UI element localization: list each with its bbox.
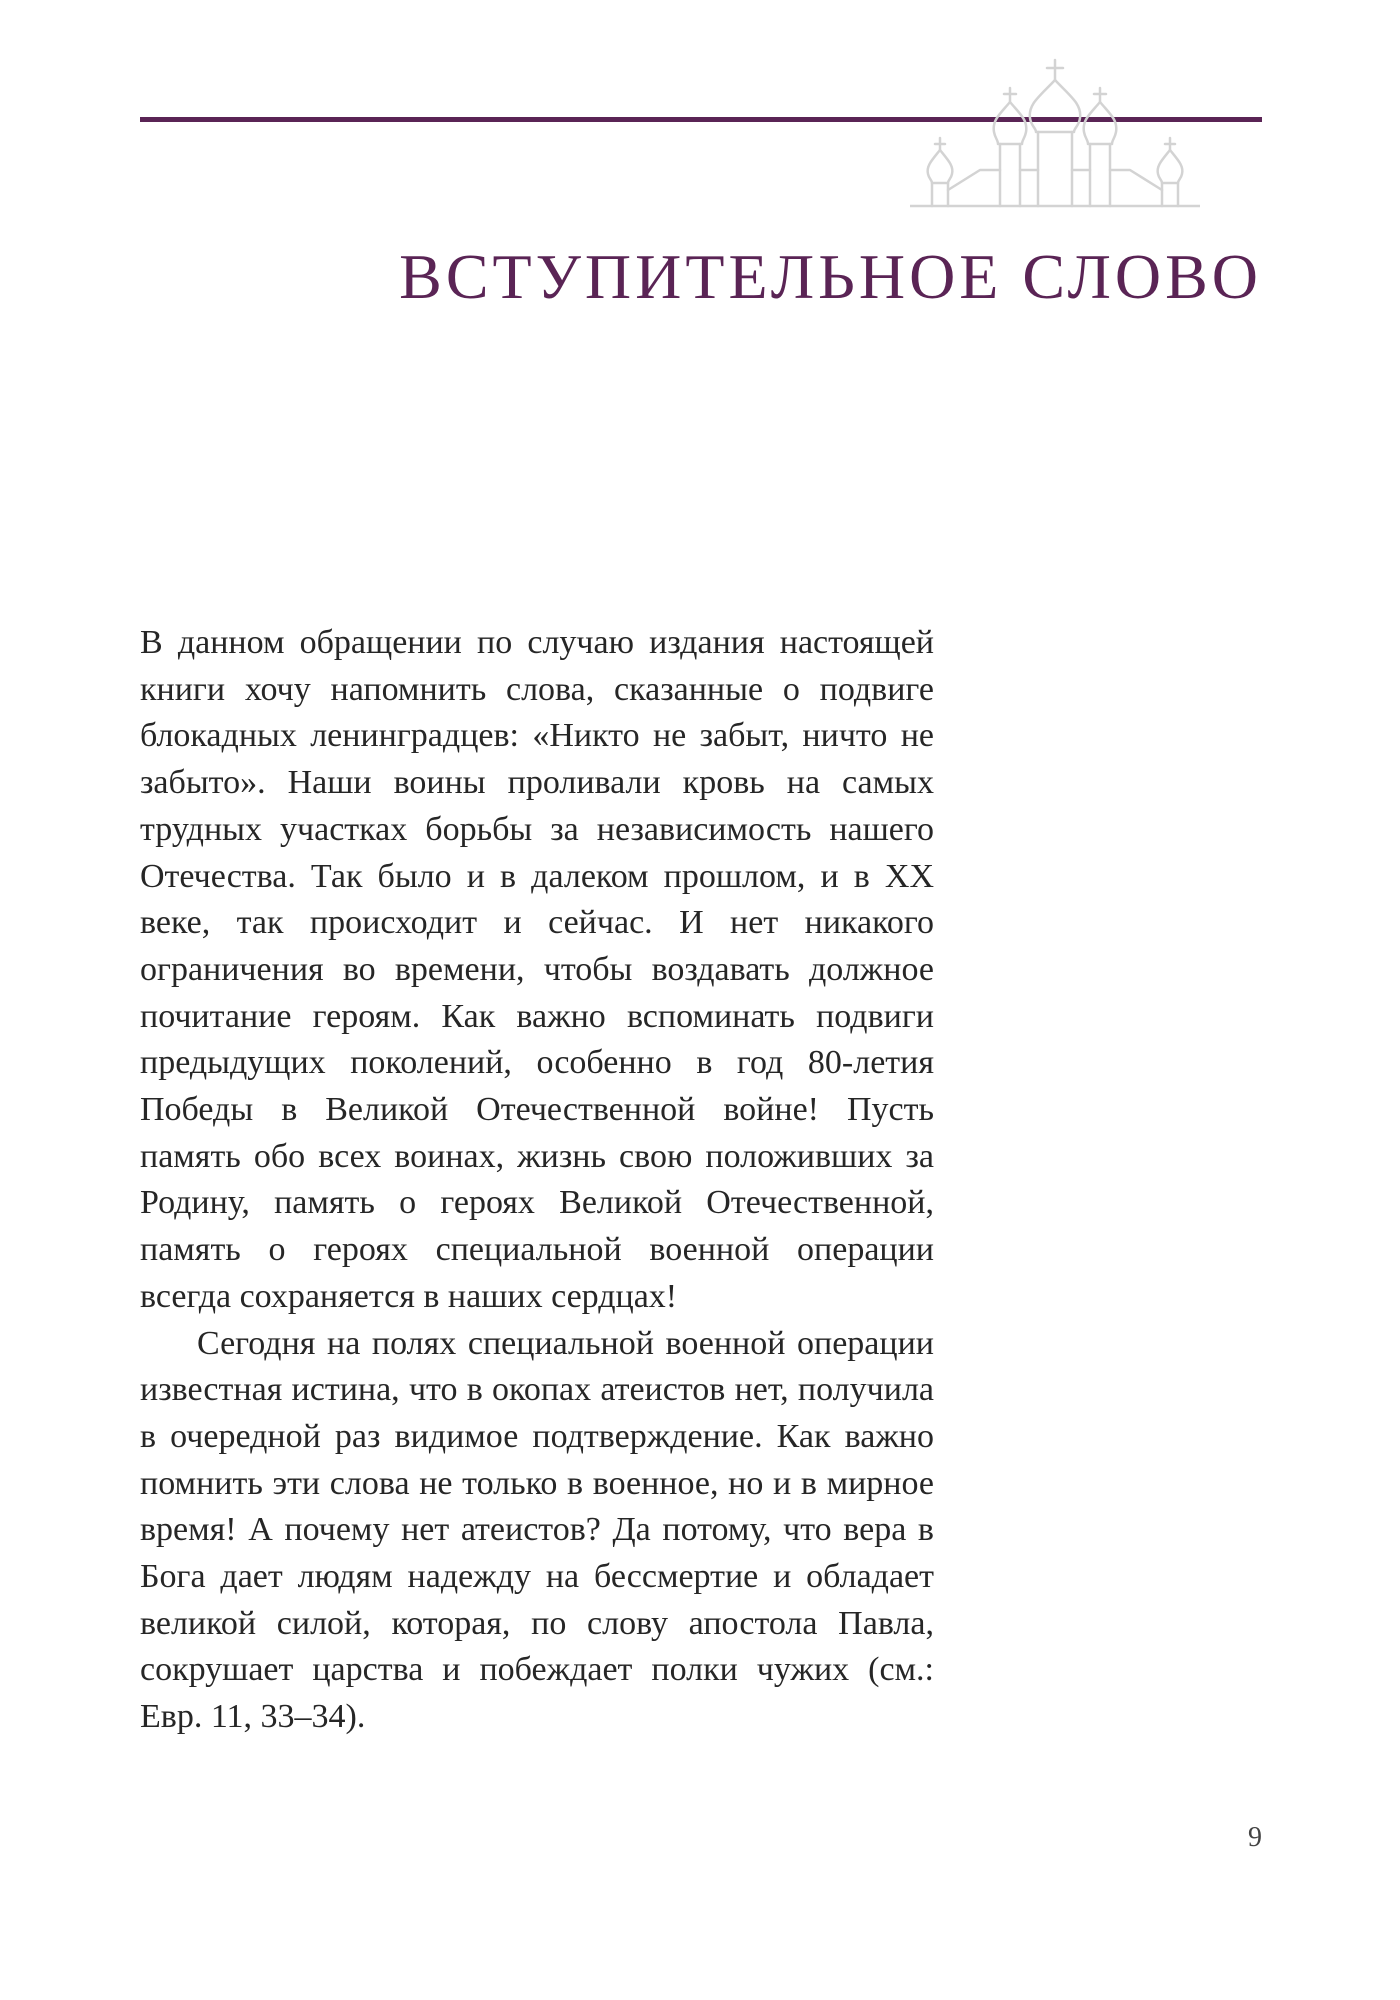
body-text: [140, 620, 934, 1741]
paragraph: Сегодня на полях специальной военной операции известная истина, что в окопах атеистов нет, получила в очередной раз видимое подтверждение. Как важно помнить эти слова не только в военное, но и в мирное время! А почему нет атеистов? Да потому, что вера в Бога дает людям надежду на бессмертие и обладает великой силой, которая, по слову апостола Павла, сокрушает царства и побеждает полки чужих (см.: Евр. 11, 33–34).: [140, 1324, 934, 1736]
paragraph: В данном обращении по случаю издания настоящей книги хочу напомнить слова, сказанные о подвиге блокадных ленинградцев: «Никто не забыт, ничто не забыто». Наши воины проливали кровь на самых трудных участках борьбы за независимость нашего Отечества. Так было и в далеком прошлом, и в XX веке, так происходит и сейчас. И нет никакого ограничения во времени, чтобы воздавать должное почитание героям. Как важно вспоминать подвиги предыдущих поколений, особенно в год 80-летия Победы в Великой Отечественной войне! Пусть память обо всех воинах, жизнь свою положивших за Родину, память о героях Великой Отечественной, память о героях специальной военной операции всегда сохраняется в наших сердцах!: [140, 624, 934, 1315]
church-domes-icon: [910, 58, 1200, 208]
page-title: ВСТУПИТЕЛЬНОЕ СЛОВО: [399, 241, 1262, 312]
page-number: 9: [1248, 1822, 1262, 1853]
